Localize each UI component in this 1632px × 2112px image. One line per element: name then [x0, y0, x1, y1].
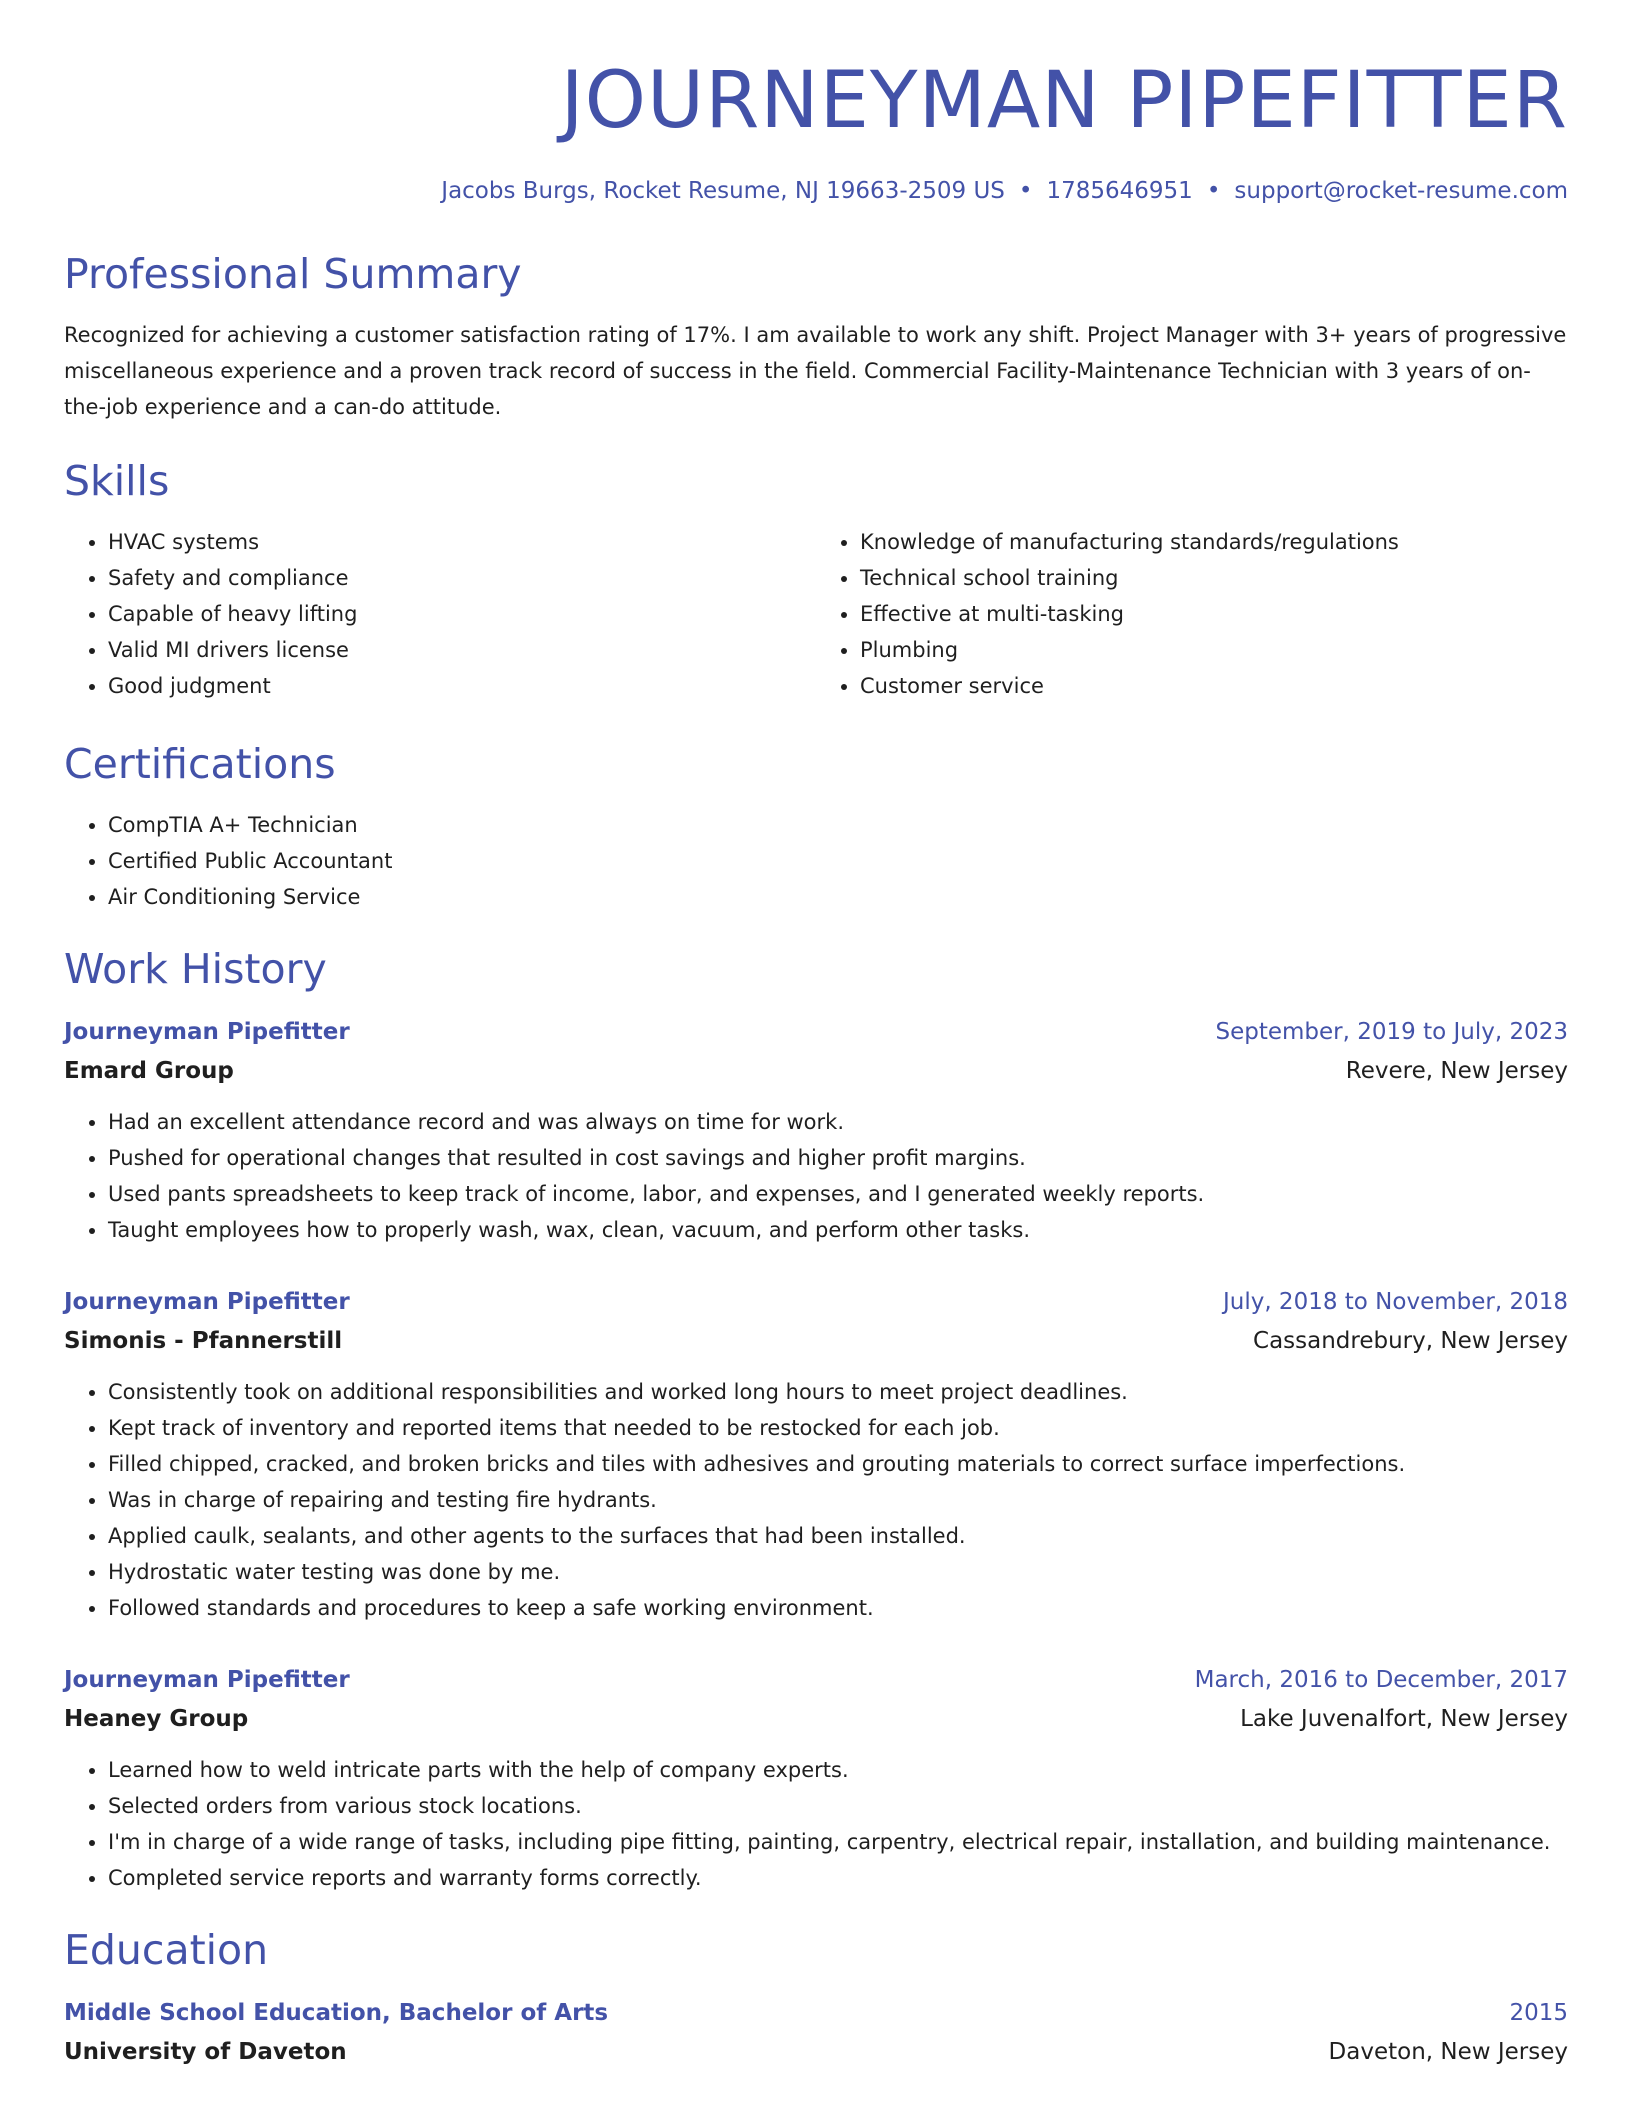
certifications-section — [64, 740, 1568, 915]
skill-item: • Capable of heavy lifting — [108, 596, 816, 632]
section-title-work: Work History — [64, 945, 327, 993]
contact-phone: 1785646951 — [1046, 178, 1193, 204]
education-degree: Middle School Education, Bachelor of Arts — [64, 2000, 609, 2026]
job-bullet: • Consistently took on additional responsibilities and worked long hours to meet project deadlines. — [108, 1374, 1568, 1410]
job-bullet: • Was in charge of repairing and testing fire hydrants. — [108, 1482, 1568, 1518]
job-bullet: • Followed standards and procedures to keep a safe working environment. — [108, 1590, 1568, 1626]
contact-address: Jacobs Burgs, Rocket Resume, NJ 19663-2509 US — [441, 178, 1005, 204]
skill-item: • Good judgment — [108, 668, 816, 704]
job-bullet: • Completed service reports and warranty forms correctly. — [108, 1860, 1568, 1896]
skill-item: • Effective at multi-tasking — [860, 596, 1568, 632]
contact-email: support@rocket-resume.com — [1234, 178, 1568, 204]
skill-item: • Customer service — [860, 668, 1568, 704]
job-bullets — [64, 1104, 1568, 1248]
skill-item: • HVAC systems — [108, 524, 816, 560]
skills-grid — [64, 524, 1568, 704]
contact-line — [64, 178, 1568, 204]
job-bullet: • Kept track of inventory and reported items that needed to be restocked for each job. — [108, 1410, 1568, 1446]
job-bullet: • Learned how to weld intricate parts with the help of company experts. — [108, 1752, 1568, 1788]
skills-section — [64, 457, 1568, 704]
job-bullet: • Pushed for operational changes that resulted in cost savings and higher profit margins. — [108, 1140, 1568, 1176]
job-location: Cassandrebury, New Jersey — [1253, 1328, 1568, 1354]
job-bullet: • Filled chipped, cracked, and broken bricks and tiles with adhesives and grouting materials to correct surface imperfections. — [108, 1446, 1568, 1482]
job-title: Journeyman Pipefitter — [64, 1289, 350, 1315]
resume-name: JOURNEYMAN PIPEFITTER — [560, 56, 1568, 146]
job-dates: September, 2019 to July, 2023 — [1215, 1019, 1568, 1045]
skill-item: • Knowledge of manufacturing standards/regulations — [860, 524, 1568, 560]
skill-item: • Technical school training — [860, 560, 1568, 596]
skill-item: • Safety and compliance — [108, 560, 816, 596]
job-bullet: • Used pants spreadsheets to keep track of income, labor, and expenses, and I generated weekly reports. — [108, 1176, 1568, 1212]
skills-list-left — [64, 524, 816, 704]
certification-item: • Certified Public Accountant — [108, 843, 1568, 879]
contact-separator: • — [1206, 178, 1221, 204]
certification-item: • Air Conditioning Service — [108, 879, 1568, 915]
job-bullet: • Had an excellent attendance record and was always on time for work. — [108, 1104, 1568, 1140]
job-company: Emard Group — [64, 1058, 234, 1084]
work-history-section — [64, 945, 1568, 1896]
job-company: Heaney Group — [64, 1706, 249, 1732]
skill-item: • Plumbing — [860, 632, 1568, 668]
job-entry — [64, 1282, 1568, 1626]
job-location: Revere, New Jersey — [1345, 1058, 1568, 1084]
education-location: Daveton, New Jersey — [1328, 2039, 1568, 2065]
education-school: University of Daveton — [64, 2039, 347, 2065]
job-location: Lake Juvenalfort, New Jersey — [1240, 1706, 1568, 1732]
summary-section — [64, 250, 1568, 425]
job-bullets — [64, 1374, 1568, 1626]
job-dates: March, 2016 to December, 2017 — [1194, 1667, 1568, 1693]
section-title-certifications: Certifications — [64, 740, 336, 788]
job-entry — [64, 1012, 1568, 1248]
job-bullet: • Applied caulk, sealants, and other agents to the surfaces that had been installed. — [108, 1518, 1568, 1554]
job-entry — [64, 1660, 1568, 1896]
certifications-list — [64, 807, 1568, 915]
job-bullets — [64, 1752, 1568, 1896]
skills-list-right — [816, 524, 1568, 704]
section-title-education: Education — [64, 1926, 269, 1974]
section-title-skills: Skills — [64, 457, 170, 505]
job-company: Simonis - Pfannerstill — [64, 1328, 343, 1354]
job-bullet: • Selected orders from various stock locations. — [108, 1788, 1568, 1824]
job-bullet: • I'm in charge of a wide range of tasks, including pipe fitting, painting, carpentry, electrical repair, installation, and building maintenance. — [108, 1824, 1568, 1860]
job-title: Journeyman Pipefitter — [64, 1667, 350, 1693]
summary-text: Recognized for achieving a customer satisfaction rating of 17%. I am available to work any shift. Project Manager with 3+ years of progressive miscellaneous experience and a proven track record of success in the field. Commercial Facility-Maintenance Technician with 3 years of on-the-job experience and a can-do attitude. — [64, 323, 1567, 419]
education-section — [64, 1926, 1568, 2071]
job-bullet: • Taught employees how to properly wash, wax, clean, vacuum, and perform other tasks. — [108, 1212, 1568, 1248]
contact-separator: • — [1018, 178, 1033, 204]
certification-item: • CompTIA A+ Technician — [108, 807, 1568, 843]
resume-page — [64, 52, 1568, 2071]
section-title-summary: Professional Summary — [64, 250, 522, 298]
job-title: Journeyman Pipefitter — [64, 1019, 350, 1045]
job-bullet: • Hydrostatic water testing was done by me. — [108, 1554, 1568, 1590]
skill-item: • Valid MI drivers license — [108, 632, 816, 668]
job-dates: July, 2018 to November, 2018 — [1222, 1289, 1568, 1315]
education-year: 2015 — [1509, 2000, 1568, 2026]
